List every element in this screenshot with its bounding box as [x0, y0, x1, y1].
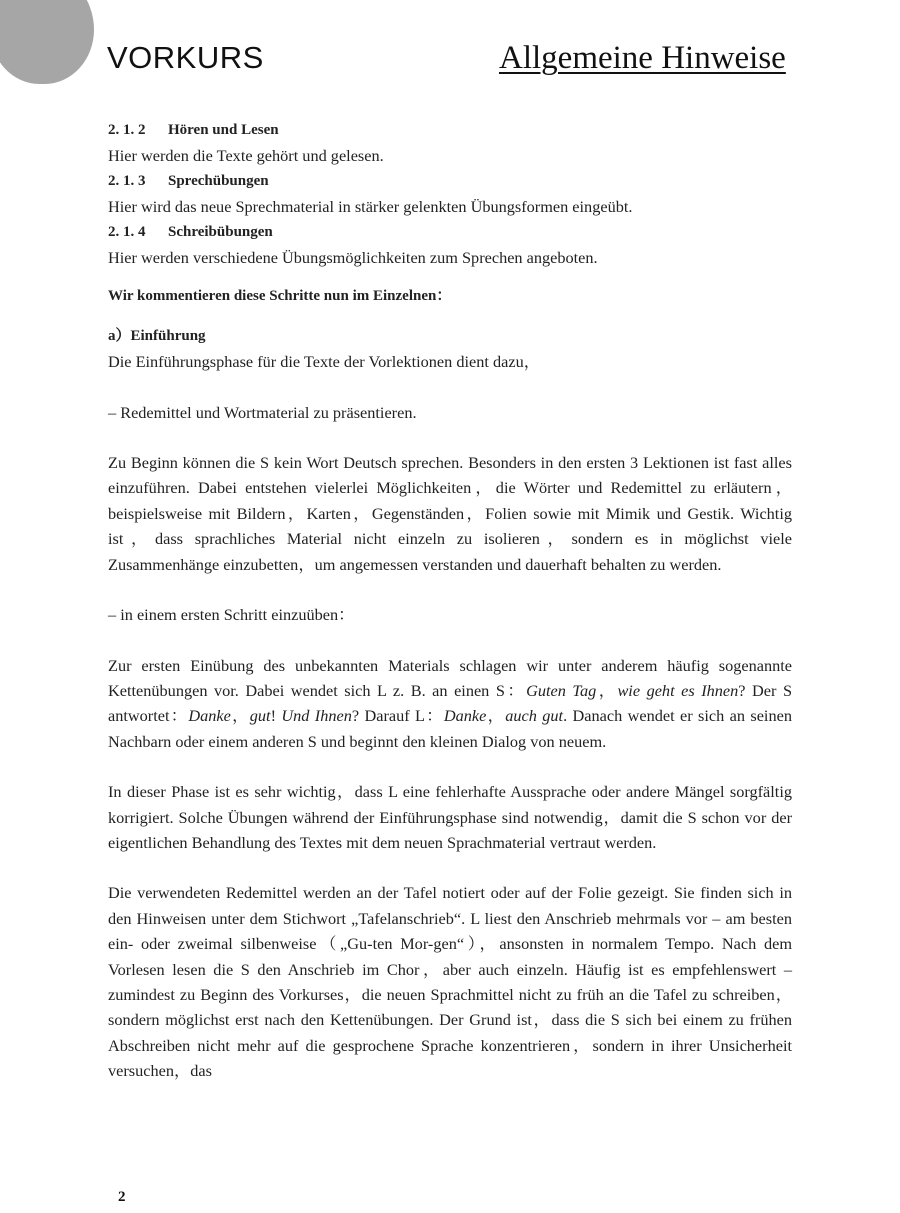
paragraph: Zu Beginn können die S kein Wort Deutsch sprechen. Besonders in den ersten 3 Lektionen ist fast alles einzuführen. Dabei entstehen vielerlei Möglichkeiten，die Wörter und Redemittel zu erläutern，beispielsweise mit Bildern，Karten，Gegenständen，Folien sowie mit Mimik und Gestik. Wichtig ist，dass sprachliches Material nicht einzeln zu isolieren，sondern es in möglichst viele Zusammenhänge einzubetten，um angemessen verstanden und dauerhaft behalten zu werden.: [108, 453, 792, 574]
section-number: 2. 1. 2: [108, 122, 146, 138]
paragraph-dialog-example: Zur ersten Einübung des unbekannten Materials schlagen wir unter anderem häufig sogenannte Kettenübungen vor. Dabei wendet sich L z. B. an einen S：Guten Tag，wie geht es Ihnen? Der S antwortet：Danke，gut! Und Ihnen? Darauf L：Danke，auch gut. Danach wendet er sich an seinen Nachbarn oder einem anderen S und beginnt den kleinen Dialog von neuem.: [108, 655, 793, 751]
subsection-title: a）Einführung: [108, 327, 206, 344]
bullet-point: – in einem ersten Schritt einzuüben：: [108, 605, 355, 625]
section-title: Hören und Lesen: [168, 122, 279, 138]
italic-phrase: Danke: [443, 706, 487, 726]
page-number: 2: [118, 1189, 126, 1205]
italic-phrase: auch gut: [505, 706, 564, 726]
italic-phrase: Danke: [188, 706, 231, 726]
corner-decoration: [0, 0, 94, 84]
italic-phrase: Und Ihnen: [281, 706, 352, 726]
intro-heading: Wir kommentieren diese Schritte nun im Einzelnen：: [108, 288, 452, 305]
header-section-title: Allgemeine Hinweise: [499, 40, 786, 76]
italic-phrase: wie geht es Ihnen: [617, 680, 739, 700]
italic-phrase: Guten Tag: [526, 680, 597, 700]
section-heading: [108, 169, 792, 194]
section-number: 2. 1. 3: [108, 172, 146, 189]
section-text: Hier werden verschiedene Übungsmöglichkeiten zum Sprechen angeboten.: [108, 248, 598, 268]
section-text: Hier werden die Texte gehört und gelesen.: [108, 146, 384, 166]
header-course-title: VORKURS: [107, 40, 264, 75]
section-text: Hier wird das neue Sprechmaterial in stärker gelenkten Übungsformen eingeübt.: [108, 197, 633, 217]
paragraph: Die verwendeten Redemittel werden an der Tafel notiert oder auf der Folie gezeigt. Sie finden sich in den Hinweisen unter dem Stichwort „Tafelanschrieb“. L liest den Anschrieb mehrmals vor – am besten ein- oder zweimal silbenweise（„Gu-ten Mor-gen“），ansonsten in normalem Tempo. Nach dem Vorlesen lesen die S den Anschrieb im Chor，aber auch einzeln. Häufig ist es empfehlenswert – zumindest zu Beginn des Vorkurses，die neuen Sprachmittel nicht zu früh an die Tafel zu schreiben，sondern möglichst erst nach den Kettenübungen. Der Grund ist，dass die S sich bei einem zu frühen Abschreiben nicht mehr auf die gesprochene Sprache konzentrieren，sondern in ihrer Unsicherheit versuchen，das: [108, 883, 792, 1081]
page-content: [108, 118, 792, 1084]
italic-phrase: gut: [249, 706, 271, 726]
subsection-lead: Die Einführungsphase für die Texte der Vorlektionen dient dazu，: [108, 352, 541, 372]
bullet-point: – Redemittel und Wortmaterial zu präsentieren.: [108, 402, 417, 422]
section-title: Sprechübungen: [168, 172, 269, 189]
section-heading: [108, 220, 792, 245]
paragraph: In dieser Phase ist es sehr wichtig，dass L eine fehlerhafte Aussprache oder andere Mängel sorgfältig korrigiert. Solche Übungen während der Einführungsphase sind notwendig，damit die S schon vor der eigentlichen Behandlung des Textes mit dem neuen Sprachmaterial vertraut werden.: [108, 782, 792, 852]
section-title: Schreibübungen: [168, 223, 273, 240]
section-number: 2. 1. 4: [108, 223, 146, 240]
section-heading: [108, 118, 792, 143]
